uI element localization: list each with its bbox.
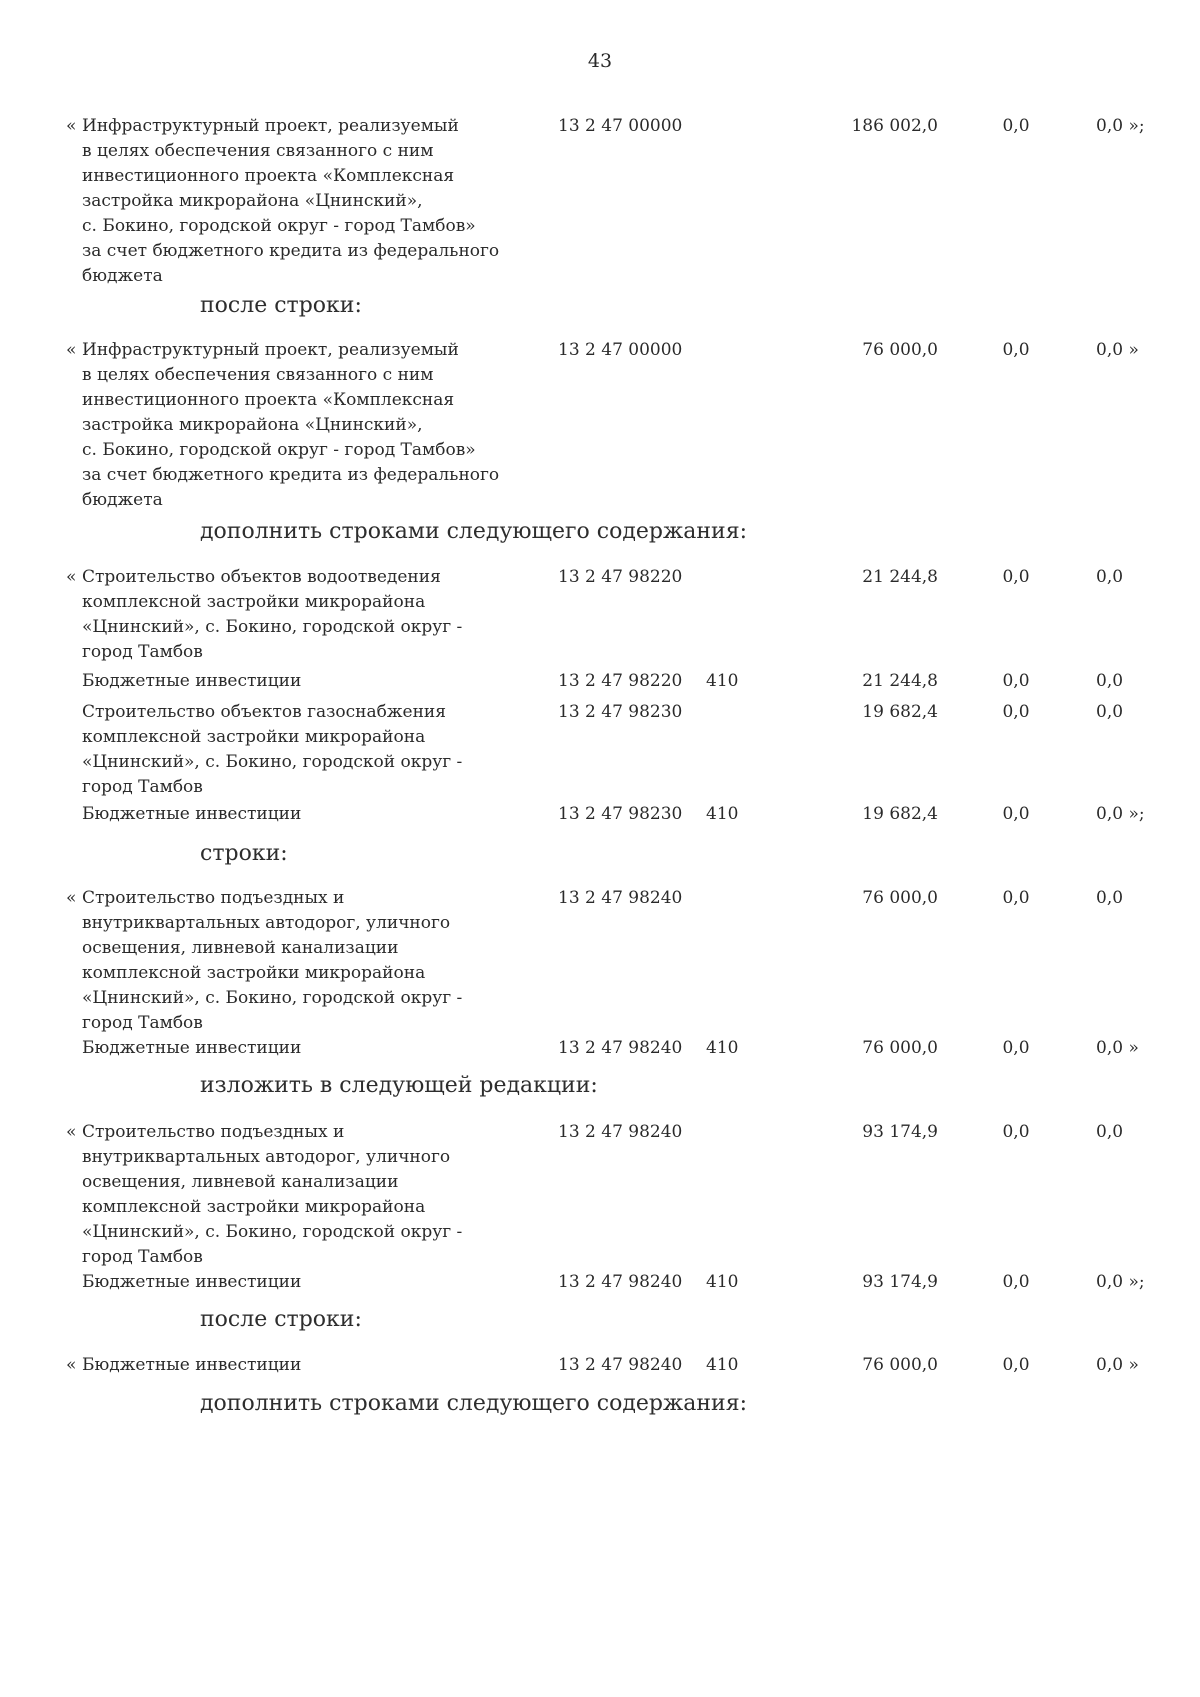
row-year2: 0,0 bbox=[1002, 567, 1030, 587]
row-expense-type: 410 bbox=[706, 1038, 739, 1058]
row-year2: 0,0 bbox=[1002, 340, 1030, 360]
row-amount: 21 244,8 bbox=[862, 567, 938, 587]
instruction-phrase: строки: bbox=[200, 841, 288, 866]
row-year3: 0,0 bbox=[1096, 671, 1124, 691]
row-year2: 0,0 bbox=[1002, 888, 1030, 908]
row-name: Бюджетные инвестиции bbox=[82, 804, 302, 824]
open-quote: « bbox=[66, 340, 77, 360]
row-amount: 19 682,4 bbox=[862, 702, 938, 722]
row-year2: 0,0 bbox=[1002, 1355, 1030, 1375]
row-code: 13 2 47 00000 bbox=[558, 340, 683, 360]
row-code: 13 2 47 98240 bbox=[558, 1272, 683, 1292]
row-year2: 0,0 bbox=[1002, 1272, 1030, 1292]
row-year3: 0,0 bbox=[1096, 1122, 1124, 1142]
open-quote: « bbox=[66, 1122, 77, 1142]
row-amount: 76 000,0 bbox=[862, 340, 938, 360]
row-name: Строительство подъездных и внутриквартальных автодорог, уличного освещения, ливневой канализации комплексной застройки микрорайона «Цнинский», с. Бокино, городской округ - город Тамбов bbox=[82, 1122, 463, 1267]
row-year2: 0,0 bbox=[1002, 116, 1030, 136]
row-code: 13 2 47 98240 bbox=[558, 888, 683, 908]
row-year3: 0,0 »; bbox=[1096, 1272, 1145, 1292]
row-amount: 21 244,8 bbox=[862, 671, 938, 691]
row-code: 13 2 47 98240 bbox=[558, 1355, 683, 1375]
open-quote: « bbox=[66, 567, 77, 587]
row-expense-type: 410 bbox=[706, 1355, 739, 1375]
row-name: Бюджетные инвестиции bbox=[82, 1038, 302, 1058]
row-amount: 93 174,9 bbox=[862, 1122, 938, 1142]
open-quote: « bbox=[66, 888, 77, 908]
instruction-phrase: дополнить строками следующего содержания: bbox=[200, 519, 747, 544]
row-year2: 0,0 bbox=[1002, 671, 1030, 691]
instruction-phrase: после строки: bbox=[200, 1307, 362, 1332]
row-name: Строительство объектов газоснабжения комплексной застройки микрорайона «Цнинский», с. Бокино, городской округ - город Тамбов bbox=[82, 702, 463, 797]
row-name: Бюджетные инвестиции bbox=[82, 1272, 302, 1292]
row-name: Бюджетные инвестиции bbox=[82, 1355, 302, 1375]
row-year2: 0,0 bbox=[1002, 1122, 1030, 1142]
open-quote: « bbox=[66, 1355, 77, 1375]
row-name: Инфраструктурный проект, реализуемый в целях обеспечения связанного с ним инвестиционного проекта «Комплексная застройка микрорайона «Цнинский», с. Бокино, городской округ - город Тамбов» за счет бюджетного кредита из федерального бюджета bbox=[82, 116, 500, 286]
row-amount: 186 002,0 bbox=[851, 116, 938, 136]
row-expense-type: 410 bbox=[706, 671, 739, 691]
row-amount: 76 000,0 bbox=[862, 1355, 938, 1375]
row-name: Бюджетные инвестиции bbox=[82, 671, 302, 691]
row-code: 13 2 47 98230 bbox=[558, 804, 683, 824]
row-year2: 0,0 bbox=[1002, 702, 1030, 722]
row-year3: 0,0 »; bbox=[1096, 116, 1145, 136]
row-year3: 0,0 » bbox=[1096, 1038, 1139, 1058]
row-code: 13 2 47 98240 bbox=[558, 1038, 683, 1058]
row-year3: 0,0 »; bbox=[1096, 804, 1145, 824]
open-quote: « bbox=[66, 116, 77, 136]
row-year3: 0,0 » bbox=[1096, 1355, 1139, 1375]
instruction-phrase: изложить в следующей редакции: bbox=[200, 1073, 598, 1098]
row-year3: 0,0 bbox=[1096, 888, 1124, 908]
row-year3: 0,0 bbox=[1096, 567, 1124, 587]
row-year3: 0,0 bbox=[1096, 702, 1124, 722]
row-code: 13 2 47 00000 bbox=[558, 116, 683, 136]
row-name: Инфраструктурный проект, реализуемый в целях обеспечения связанного с ним инвестиционного проекта «Комплексная застройка микрорайона «Цнинский», с. Бокино, городской округ - город Тамбов» за счет бюджетного кредита из федерального бюджета bbox=[82, 340, 500, 510]
row-amount: 76 000,0 bbox=[862, 888, 938, 908]
row-expense-type: 410 bbox=[706, 1272, 739, 1292]
row-amount: 93 174,9 bbox=[862, 1272, 938, 1292]
row-name: Строительство объектов водоотведения комплексной застройки микрорайона «Цнинский», с. Бокино, городской округ - город Тамбов bbox=[82, 567, 463, 662]
row-code: 13 2 47 98240 bbox=[558, 1122, 683, 1142]
page-number: 43 bbox=[587, 50, 613, 72]
row-code: 13 2 47 98230 bbox=[558, 702, 683, 722]
row-code: 13 2 47 98220 bbox=[558, 567, 683, 587]
row-year2: 0,0 bbox=[1002, 1038, 1030, 1058]
row-expense-type: 410 bbox=[706, 804, 739, 824]
row-amount: 19 682,4 bbox=[862, 804, 938, 824]
row-code: 13 2 47 98220 bbox=[558, 671, 683, 691]
instruction-phrase: после строки: bbox=[200, 293, 362, 318]
row-name: Строительство подъездных и внутриквартальных автодорог, уличного освещения, ливневой канализации комплексной застройки микрорайона «Цнинский», с. Бокино, городской округ - город Тамбов bbox=[82, 888, 463, 1033]
row-year2: 0,0 bbox=[1002, 804, 1030, 824]
instruction-phrase: дополнить строками следующего содержания: bbox=[200, 1391, 747, 1416]
row-year3: 0,0 » bbox=[1096, 340, 1139, 360]
row-amount: 76 000,0 bbox=[862, 1038, 938, 1058]
